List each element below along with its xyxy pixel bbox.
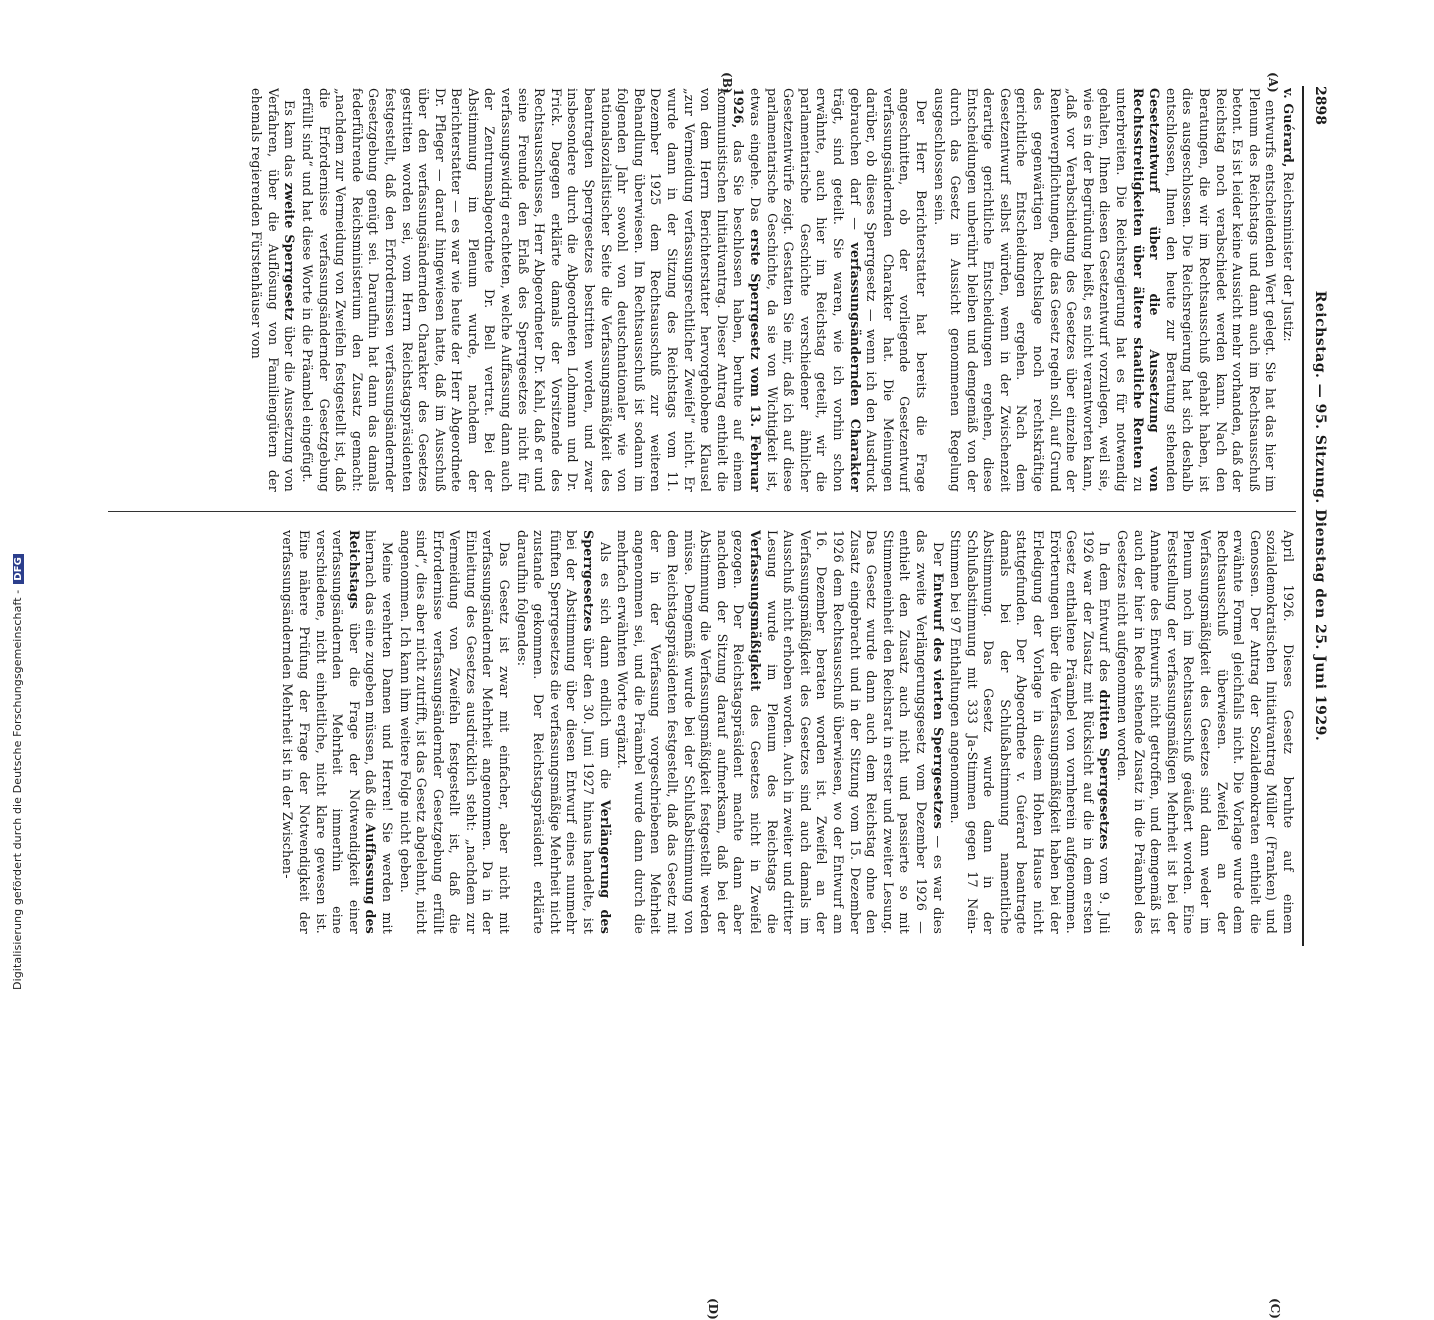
text-run: über die Frage der Notwendigkeit einer verfassungsändernden Mehrheit immerhin eine verschiedene, nicht einheitliche, nicht klare gewesen ist. Eine nähere Prüfung der Frage der Notwendigkeit der verfassungsändernden Mehrheit ist in der Zwischen-	[280, 530, 362, 934]
speaker-role: Reichsminister der Justiz:	[1281, 171, 1296, 342]
text-run: Das Gesetz ist zwar mit einfacher, aber nicht mit verfassungsändernder Mehrheit angenommen. Da in der Einleitung des Gesetzes ausdrücklich steht: „nachdem zur Vermeidung von Zweifeln festgestellt ist, daß die Erfordernisse verfassungsändernder Gesetzgebung erfüllt sind“, dies aber nicht zutrifft, ist das Gesetz abgelehnt, nicht angenommen. Ich kann ihm weitere Folge nicht geben.	[397, 530, 513, 934]
text-run: Der Herr Berichterstatter hat bereits die Frage angeschnitten, ob der vorliegende Gesetzentwurf verfassungsändernden Charakter hat. Die Meinungen darüber, ob dieses Sperrgesetz — wenn ich den Ausdruck gebrauchen darf —	[847, 88, 929, 492]
text-run: entwurfs entscheidenden Wert gelegt. Sie hat das hier im Plenum des Reichstags und dann auch im Rechtsausschuß betont. Es ist leider keine Aussicht mehr vorhanden, daß der Reichstag noch verabschiedet werden kann. Nach den Beratungen, die wir im Rechtsausschuß gehabt haben, ist dies ausgeschlossen. Die Reichsregierung hat sich deshalb entschlossen, Ihnen den heute zur Beratung stehenden	[1163, 88, 1279, 492]
right-paragraph-6	[279, 530, 395, 934]
right-paragraph-2	[947, 530, 1113, 934]
page-header	[1308, 86, 1332, 946]
emphasis-run: Auffassung des Reichstags	[346, 530, 379, 934]
right-paragraph-1	[1113, 530, 1296, 934]
right-paragraph-5	[396, 530, 512, 934]
text-run: Als es sich dann endlich um die	[597, 542, 613, 790]
emphasis-run: Gesetzentwurf über die Aussetzung von Rechtsstreitigkeiten über ältere staatliche Renten	[1130, 88, 1163, 492]
text-run: trägt, sind geteilt. Sie waren, wie ich vorhin schon erwähnte, auch hier im Reichstag geteilt, wir die parlamentarische Geschichte verschiedener ähnlicher Gesetzentwürfe zeigt. Gestatten Sie mir, daß ich auf diese parlamentarische Geschichte, da sie von Wichtigkeit ist, etwas eingehe. Das	[748, 88, 846, 492]
scanned-page	[102, 72, 1332, 1320]
margin-mark-c: (C)	[1268, 1298, 1282, 1319]
emphasis-run: Verlängerung des Sperrgesetzes	[581, 530, 613, 934]
page-number: 2898	[1312, 86, 1328, 125]
speaker-line	[1279, 88, 1296, 492]
emphasis-run: dritten Sperrgesetzes	[1097, 689, 1113, 850]
text-run: des Gesetzes nicht in Zweifel gezogen. Der Reichstagspräsident machte dann aber nachdem der Sitzung darauf aufmerksam, daß bei der Abstimmung die Verfassungsmäßigkeit festgestellt werden müsse. Demgemäß wurde bei der Schlußabstimmung von dem Reichstagspräsidenten festgestellt, daß das Gesetz mit der in der Verfassung vorgeschriebenen Mehrheit angenommen sei, und die Präambel wurde dann durch die mehrfach erwähnten Worte ergänzt.	[615, 530, 763, 934]
text-run: zu unterbreiten. Die Reichsregierung hat es für notwendig gehalten, Ihnen diesen Gesetzentwurf vorzulegen, weil sie, wie es in der Begründung heißt, es nicht verantworten kann, „daß vor Verabschiedung des Gesetzes über einzelne der Rentenverpflichtungen, die das Gesetz regeln soll, auf Grund des gegenwärtigen Rechtslage noch rechtskräftige gerichtliche Entscheidungen ergehen. Nach dem Gesetzentwurf selbst würden, wenn in der Zwischenzeit derartige gerichtliche Entscheidungen ergehen, diese Entscheidungen unberührt bleiben und demgemäß von der durch das Gesetz in Aussicht genommenen Regelung ausgeschlossen sein.	[931, 88, 1146, 492]
text-run: April 1926. Dieses Gesetz beruhte auf einem sozialdemokratischen Initiativantrag Müller (Franken) und Genossen. Der Antrag der Sozialdemokraten enthielt die erwähnte Formel gleichfalls nicht. Die Vorlage wurde dem Rechtsausschuß überwiesen. Zweifel an der Verfassungsmäßigkeit des Gesetzes sind dann weder im Plenum noch im Rechtsausschuß geäußert worden. Eine Feststellung der verfassungsmäßigen Mehrheit ist bei der Annahme des Entwurfs nicht getroffen, und demgemäß ist auch der hier in Rede stehende Zusatz in die Präambel des Gesetzes nicht aufgenommen worden.	[1115, 530, 1296, 934]
footer-strip	[0, 0, 22, 1000]
emphasis-run: Verfassungsmäßigkeit	[748, 530, 763, 692]
dfg-logo: DFG	[13, 554, 24, 584]
text-run: über den 30. Juni 1927 hinaus handelte, ist bei der Abstimmung über diesen Entwurf eines nunmehr fünften Sperrgesetzes die verfassungsmäßige Mehrheit nicht zustande gekommen. Der Reichstagspräsident erklärte daraufhin folgendes:	[514, 530, 597, 934]
text-run: — es war dies das zweite Verlängerungsgesetz vom Dezember 1926 — enthielt den Zusatz auch nicht und passierte so mit Stimmeneinheit den Reichsrat in erster und zweiter Lesung. Das Gesetz wurde dann auch dem Reichstag ohne den Zusatz eingebracht und in der Sitzung vom 15. Dezember 1926 dem Rechtsausschuß überwiesen, wo der Entwurf am 16. Dezember beraten worden ist. Zweifel an der Verfassungsmäßigkeit des Gesetzes sind auch damals im Ausschuß nicht erhoben worden. Auch in zweiter und dritter Lesung wurde im Plenum des Reichstags die	[764, 530, 946, 934]
margin-mark-b: (B)	[720, 72, 734, 94]
left-column	[108, 88, 1296, 492]
left-paragraph-1	[930, 88, 1278, 492]
header-rule	[1302, 86, 1304, 946]
left-paragraph-2	[298, 88, 929, 492]
text-run: über die Aussetzung von Verfahren, über die Auflösung von Familiengütern der ehemals regierenden Fürstenhäuser vom	[249, 88, 298, 492]
right-column	[108, 530, 1296, 934]
left-paragraph-3	[248, 88, 298, 492]
right-paragraph-4	[513, 530, 613, 934]
text-run: Meine verehrten Damen und Herren! Sie werden mit hiernach das eine zugeben müssen, daß die	[363, 530, 395, 934]
emphasis-run: zweite Sperrgesetz	[282, 182, 298, 321]
emphasis-run: erste Sperrgesetz vom 13. Februar 1926,	[731, 88, 763, 492]
emphasis-run: Entwurf des vierten Sperrgesetzes	[930, 572, 946, 829]
margin-mark-d: (D)	[706, 1298, 720, 1320]
speaker-name: v. Guérard,	[1281, 88, 1296, 168]
right-paragraph-3	[614, 530, 946, 934]
running-head: Reichstag. — 95. Sitzung. Dienstag den 25. Juni 1929.	[1312, 290, 1328, 742]
margin-mark-a: (A)	[1266, 72, 1280, 93]
text-run: Der	[930, 542, 946, 567]
text-run: das Sie beschlossen haben, beruhte auf einem kommunistischen Initiativantrag. Dieser Antrag enthielt die von dem Herrn Berichterstatter hervorgehobene Klausel „zur Vermeidung verfassungsrechtlicher Zweifel“ nicht. Er wurde dann in der Sitzung des Reichstags vom 11. Dezember 1925 dem Rechtsausschuß zur weiteren Behandlung überwiesen. Im Rechtsausschuß ist sodann im folgenden Jahr sowohl von deutschnationaler wie von nationalsozialistischer Seite die Verfassungsmäßigkeit des beantragten Sperrgesetzes bestritten worden, und zwar insbesondere durch die Abgeordneten Lohmann und Dr. Frick. Dagegen erklärte damals der Vorsitzende des Rechtsausschusses, Herr Abgeordneter Dr. Kahl, daß er und seine Freunde den Erlaß des Sperrgesetzes nicht für verfassungswidrig erachteten, welche Auffassung dann auch der Zentrumsabgeordnete Dr. Bell vertrat. Bei der Abstimmung im Plenum wurde, nachdem der Berichterstatter — es war wie heute der Herr Abgeordnete Dr. Pfleger — darauf hingewiesen hatte, daß im Ausschuß über den verfassungsändernden Charakter des Gesetzes gestritten worden sei, vom Herrn Reichstagspräsidenten festgestellt, daß den Erfordernissen verfassungsändernder Gesetzgebung genügt sei. Daraufhin hat dann das damals federführende Reichsministerium den Zusatz gemacht: „nachdem zur Vermeidung von Zweifeln festgestellt ist, daß die Erfordernisse verfassungsändernder Gesetzgebung erfüllt sind“ und hat diese Worte in die Präambel eingefügt.	[299, 88, 747, 492]
text-run: Es kam das	[282, 100, 298, 178]
funding-text: Digitalisierung gefördert durch die Deutsche Forschungsgemeinschaft -	[11, 589, 24, 990]
text-run: vom 9. Juli 1926 war der Zusatz mit Rücksicht auf die in dem ersten Gesetz enthaltene Präambel von vornherein aufgenommen. Erörterungen über die Verfassungsmäßigkeit haben bei der Erledigung der Vorlage in diesem Hohen Hause nicht stattgefunden. Der Abgeordnete v. Guérard beantragte damals bei der Schlußabstimmung namentliche Abstimmung. Das Gesetz wurde dann in der Schlußabstimmung mit 333 Ja-Stimmen gegen 17 Nein-Stimmen bei 97 Enthaltungen angenommen.	[948, 530, 1113, 934]
text-run: In dem Entwurf des	[1097, 542, 1113, 683]
emphasis-run: verfassungsändernden Charakter	[847, 242, 863, 492]
funding-note	[11, 554, 24, 990]
column-divider	[108, 511, 1296, 512]
